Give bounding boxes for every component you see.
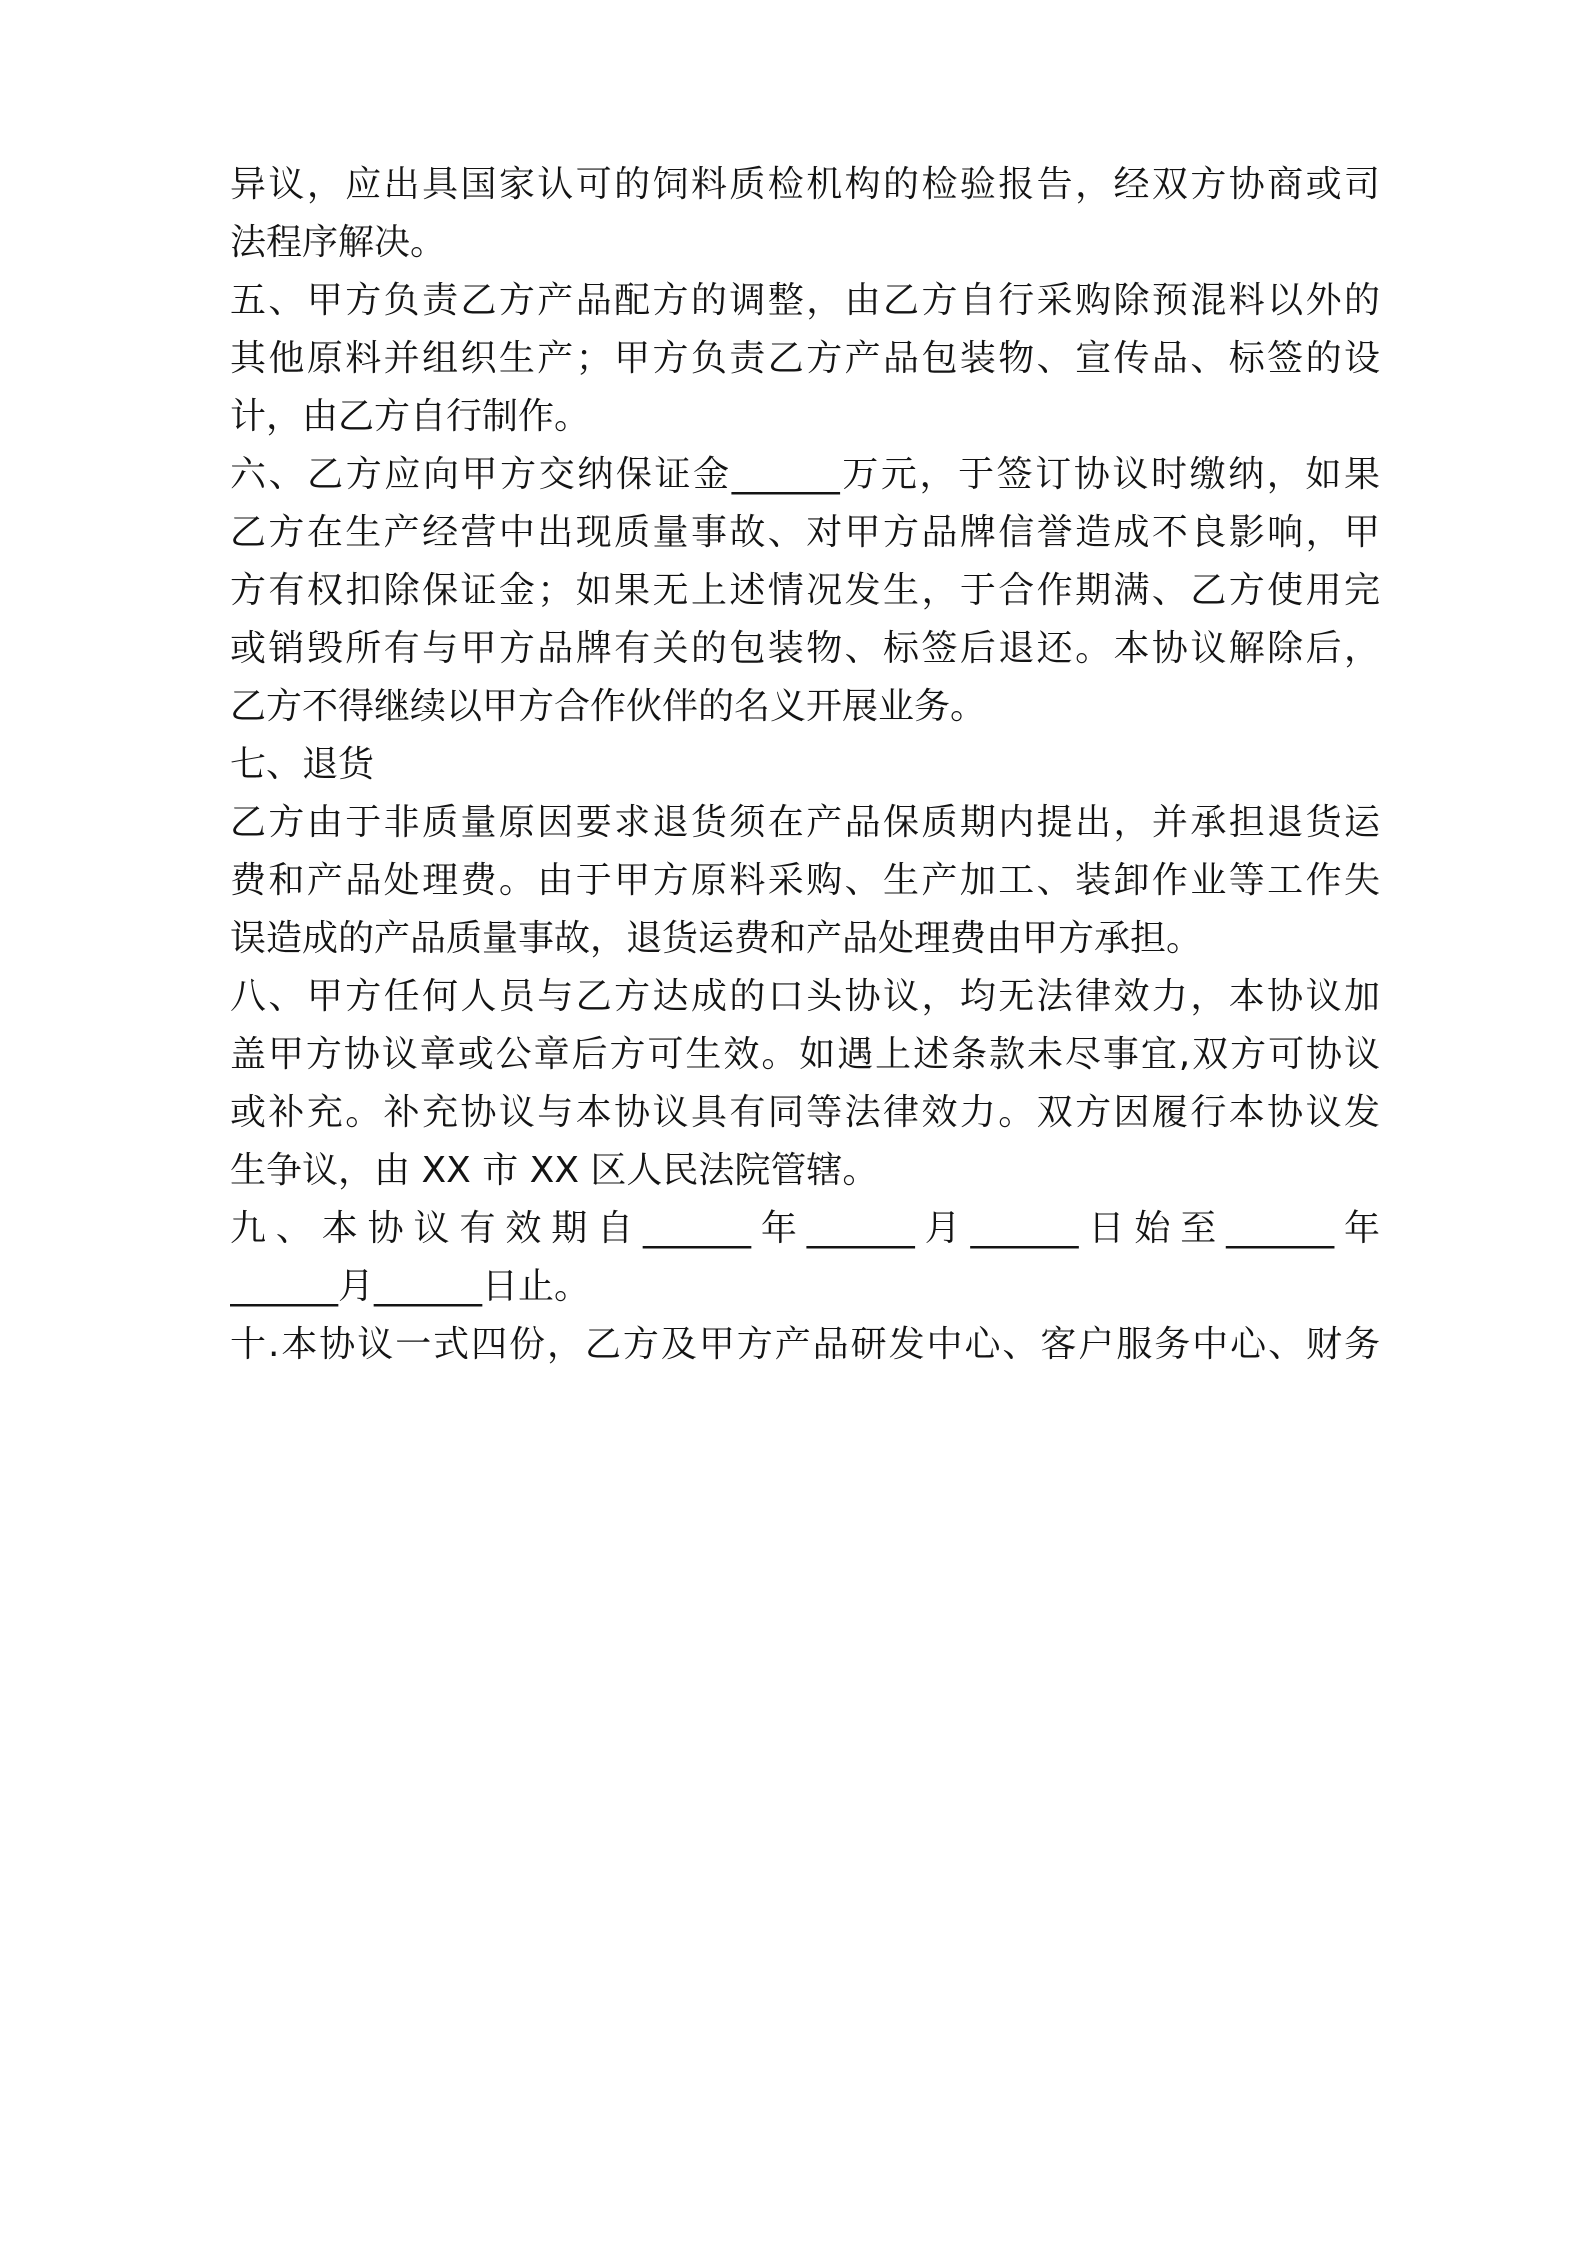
text-line: 方有权扣除保证金；如果无上述情况发生，于合作期满、乙方使用完 bbox=[230, 570, 1380, 611]
text-line: 五、甲方负责乙方产品配方的调整，由乙方自行采购除预混料以外的 bbox=[230, 280, 1380, 321]
text-line: 乙方不得继续以甲方合作伙伴的名义开展业务。 bbox=[230, 686, 987, 727]
text-line: 乙方由于非质量原因要求退货须在产品保质期内提出，并承担退货运 bbox=[230, 802, 1380, 843]
text-line: 六、乙方应向甲方交纳保证金______万元，于签订协议时缴纳，如果 bbox=[230, 454, 1380, 495]
text-line: ______月______日止。 bbox=[230, 1266, 591, 1307]
text-line: 其他原料并组织生产；甲方负责乙方产品包装物、宣传品、标签的设 bbox=[230, 338, 1380, 379]
text-line: 或销毁所有与甲方品牌有关的包装物、标签后退还。本协议解除后， bbox=[230, 628, 1380, 669]
text-line: 异议，应出具国家认可的饲料质检机构的检验报告，经双方协商或司 bbox=[230, 164, 1380, 205]
text-line: 法程序解决。 bbox=[230, 222, 447, 263]
text-line: 八、甲方任何人员与乙方达成的口头协议，均无法律效力，本协议加 bbox=[230, 976, 1380, 1017]
section-heading: 七、退货 bbox=[230, 744, 375, 785]
text-line: 或补充。补充协议与本协议具有同等法律效力。双方因履行本协议发 bbox=[230, 1092, 1380, 1133]
text-line: 十.本协议一式四份，乙方及甲方产品研发中心、客户服务中心、财务 bbox=[230, 1324, 1380, 1365]
text-line: 生争议，由 XX 市 XX 区人民法院管辖。 bbox=[230, 1150, 879, 1191]
text-line: 乙方在生产经营中出现质量事故、对甲方品牌信誉造成不良影响，甲 bbox=[230, 512, 1380, 553]
text-line: 费和产品处理费。由于甲方原料采购、生产加工、装卸作业等工作失 bbox=[230, 860, 1380, 901]
text-line: 九、本协议有效期自______年______月______日始至______年 bbox=[230, 1208, 1380, 1249]
text-line: 误造成的产品质量事故，退货运费和产品处理费由甲方承担。 bbox=[230, 918, 1203, 959]
text-line: 计，由乙方自行制作。 bbox=[230, 396, 591, 437]
text-line: 盖甲方协议章或公章后方可生效。如遇上述条款未尽事宜,双方可协议 bbox=[230, 1034, 1380, 1075]
